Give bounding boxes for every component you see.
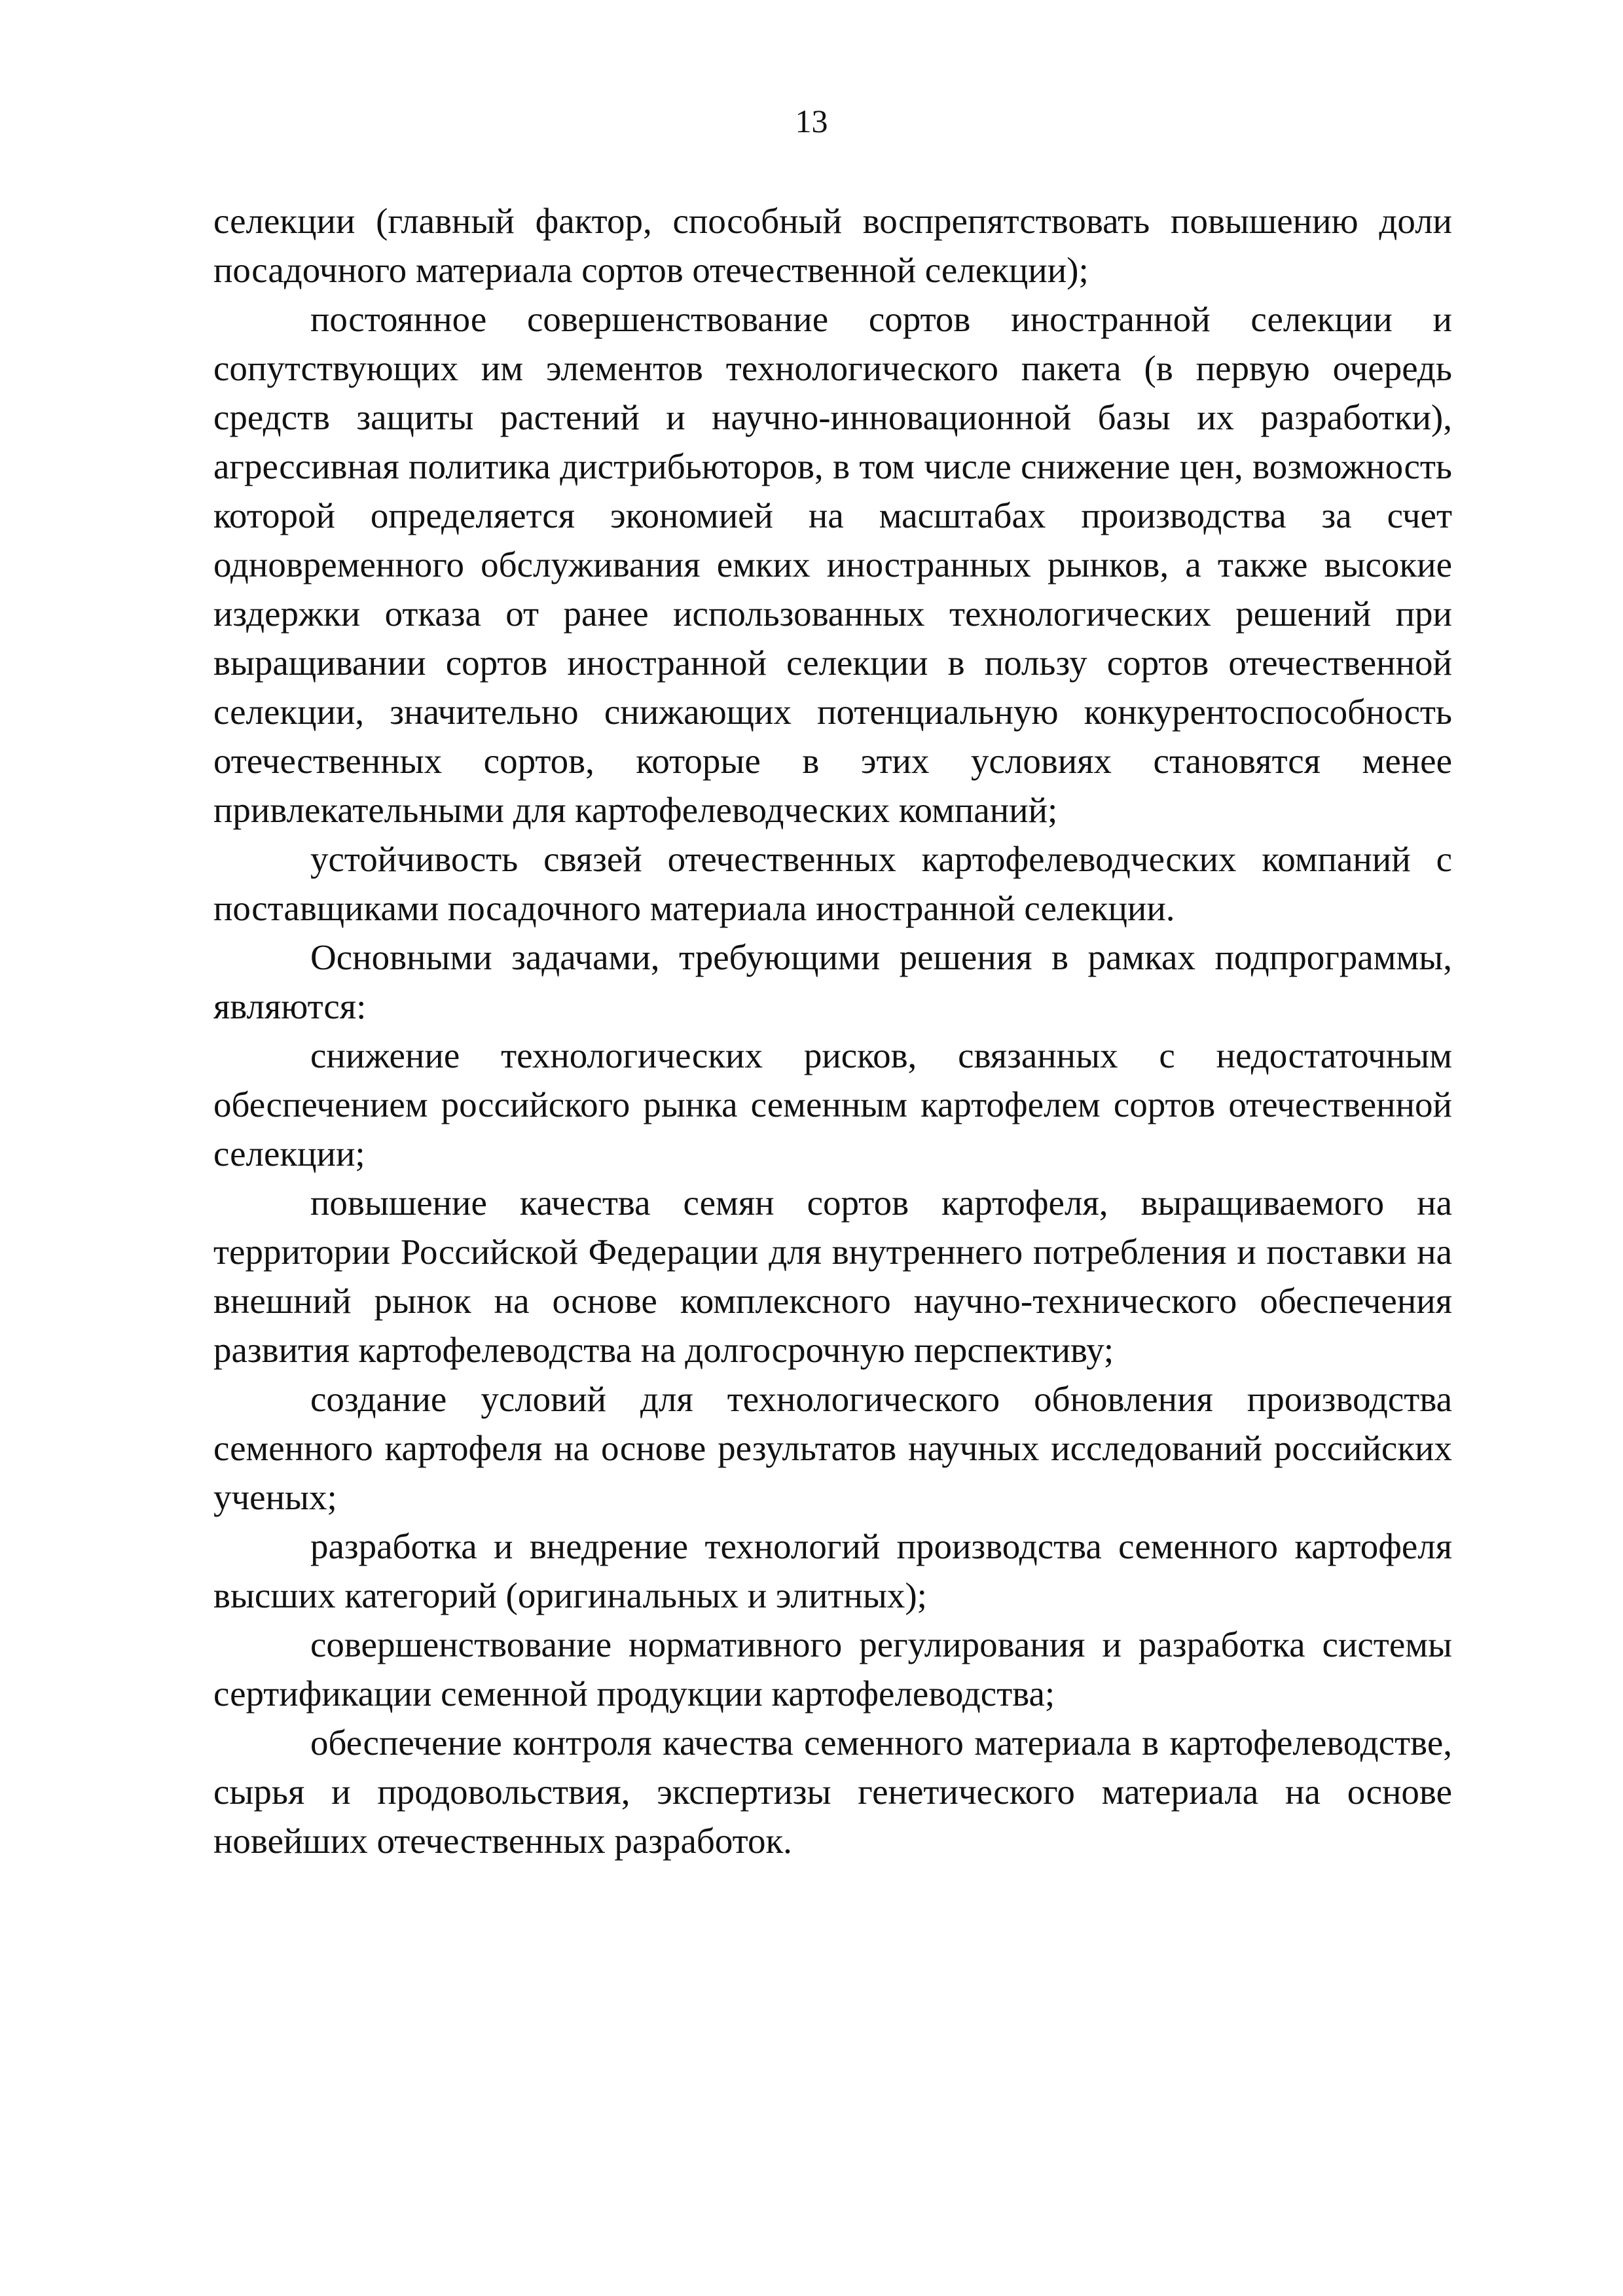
paragraph: постоянное совершенствование сортов иностранной селекции и сопутствующих им элементов технологического пакета (в первую очередь средств защиты растений и научно-инновационной базы их разработки), агрессивная политика дистрибьюторов, в том числе снижение цен, возможность которой определяется экономией на масштабах производства за счет одновременного обслуживания емких иностранных рынков, а также высокие издержки отказа от ранее использованных технологических решений при выращивании сортов иностранной селекции в пользу сортов отечественной селекции, значительно снижающих потенциальную конкурентоспособность отечественных сортов, которые в этих условиях становятся менее привлекательными для картофелеводческих компаний;: [213, 299, 1452, 830]
body-text: [213, 196, 1452, 1865]
paragraph: снижение технологических рисков, связанных с недостаточным обеспечением российского рынка семенным картофелем сортов отечественной селекции;: [213, 1035, 1452, 1174]
paragraph: повышение качества семян сортов картофеля, выращиваемого на территории Российской Федерации для внутреннего потребления и поставки на внешний рынок на основе комплексного научно-технического обеспечения развития картофелеводства на долгосрочную перспективу;: [213, 1183, 1452, 1370]
paragraph: Основными задачами, требующими решения в рамках подпрограммы, являются:: [213, 937, 1452, 1026]
paragraph: обеспечение контроля качества семенного материала в картофелеводстве, сырья и продовольствия, экспертизы генетического материала на основе новейших отечественных разработок.: [213, 1723, 1452, 1861]
paragraph: разработка и внедрение технологий производства семенного картофеля высших категорий (оригинальных и элитных);: [213, 1526, 1452, 1615]
paragraph: совершенствование нормативного регулирования и разработка системы сертификации семенной продукции картофелеводства;: [213, 1624, 1452, 1713]
paragraph: создание условий для технологического обновления производства семенного картофеля на основе результатов научных исследований российских ученых;: [213, 1379, 1452, 1517]
page-number: 13: [795, 103, 828, 139]
paragraph: устойчивость связей отечественных картофелеводческих компаний с поставщиками посадочного материала иностранной селекции.: [213, 839, 1452, 928]
paragraph-continuation: селекции (главный фактор, способный воспрепятствовать повышению доли посадочного материала сортов отечественной селекции);: [213, 201, 1452, 290]
